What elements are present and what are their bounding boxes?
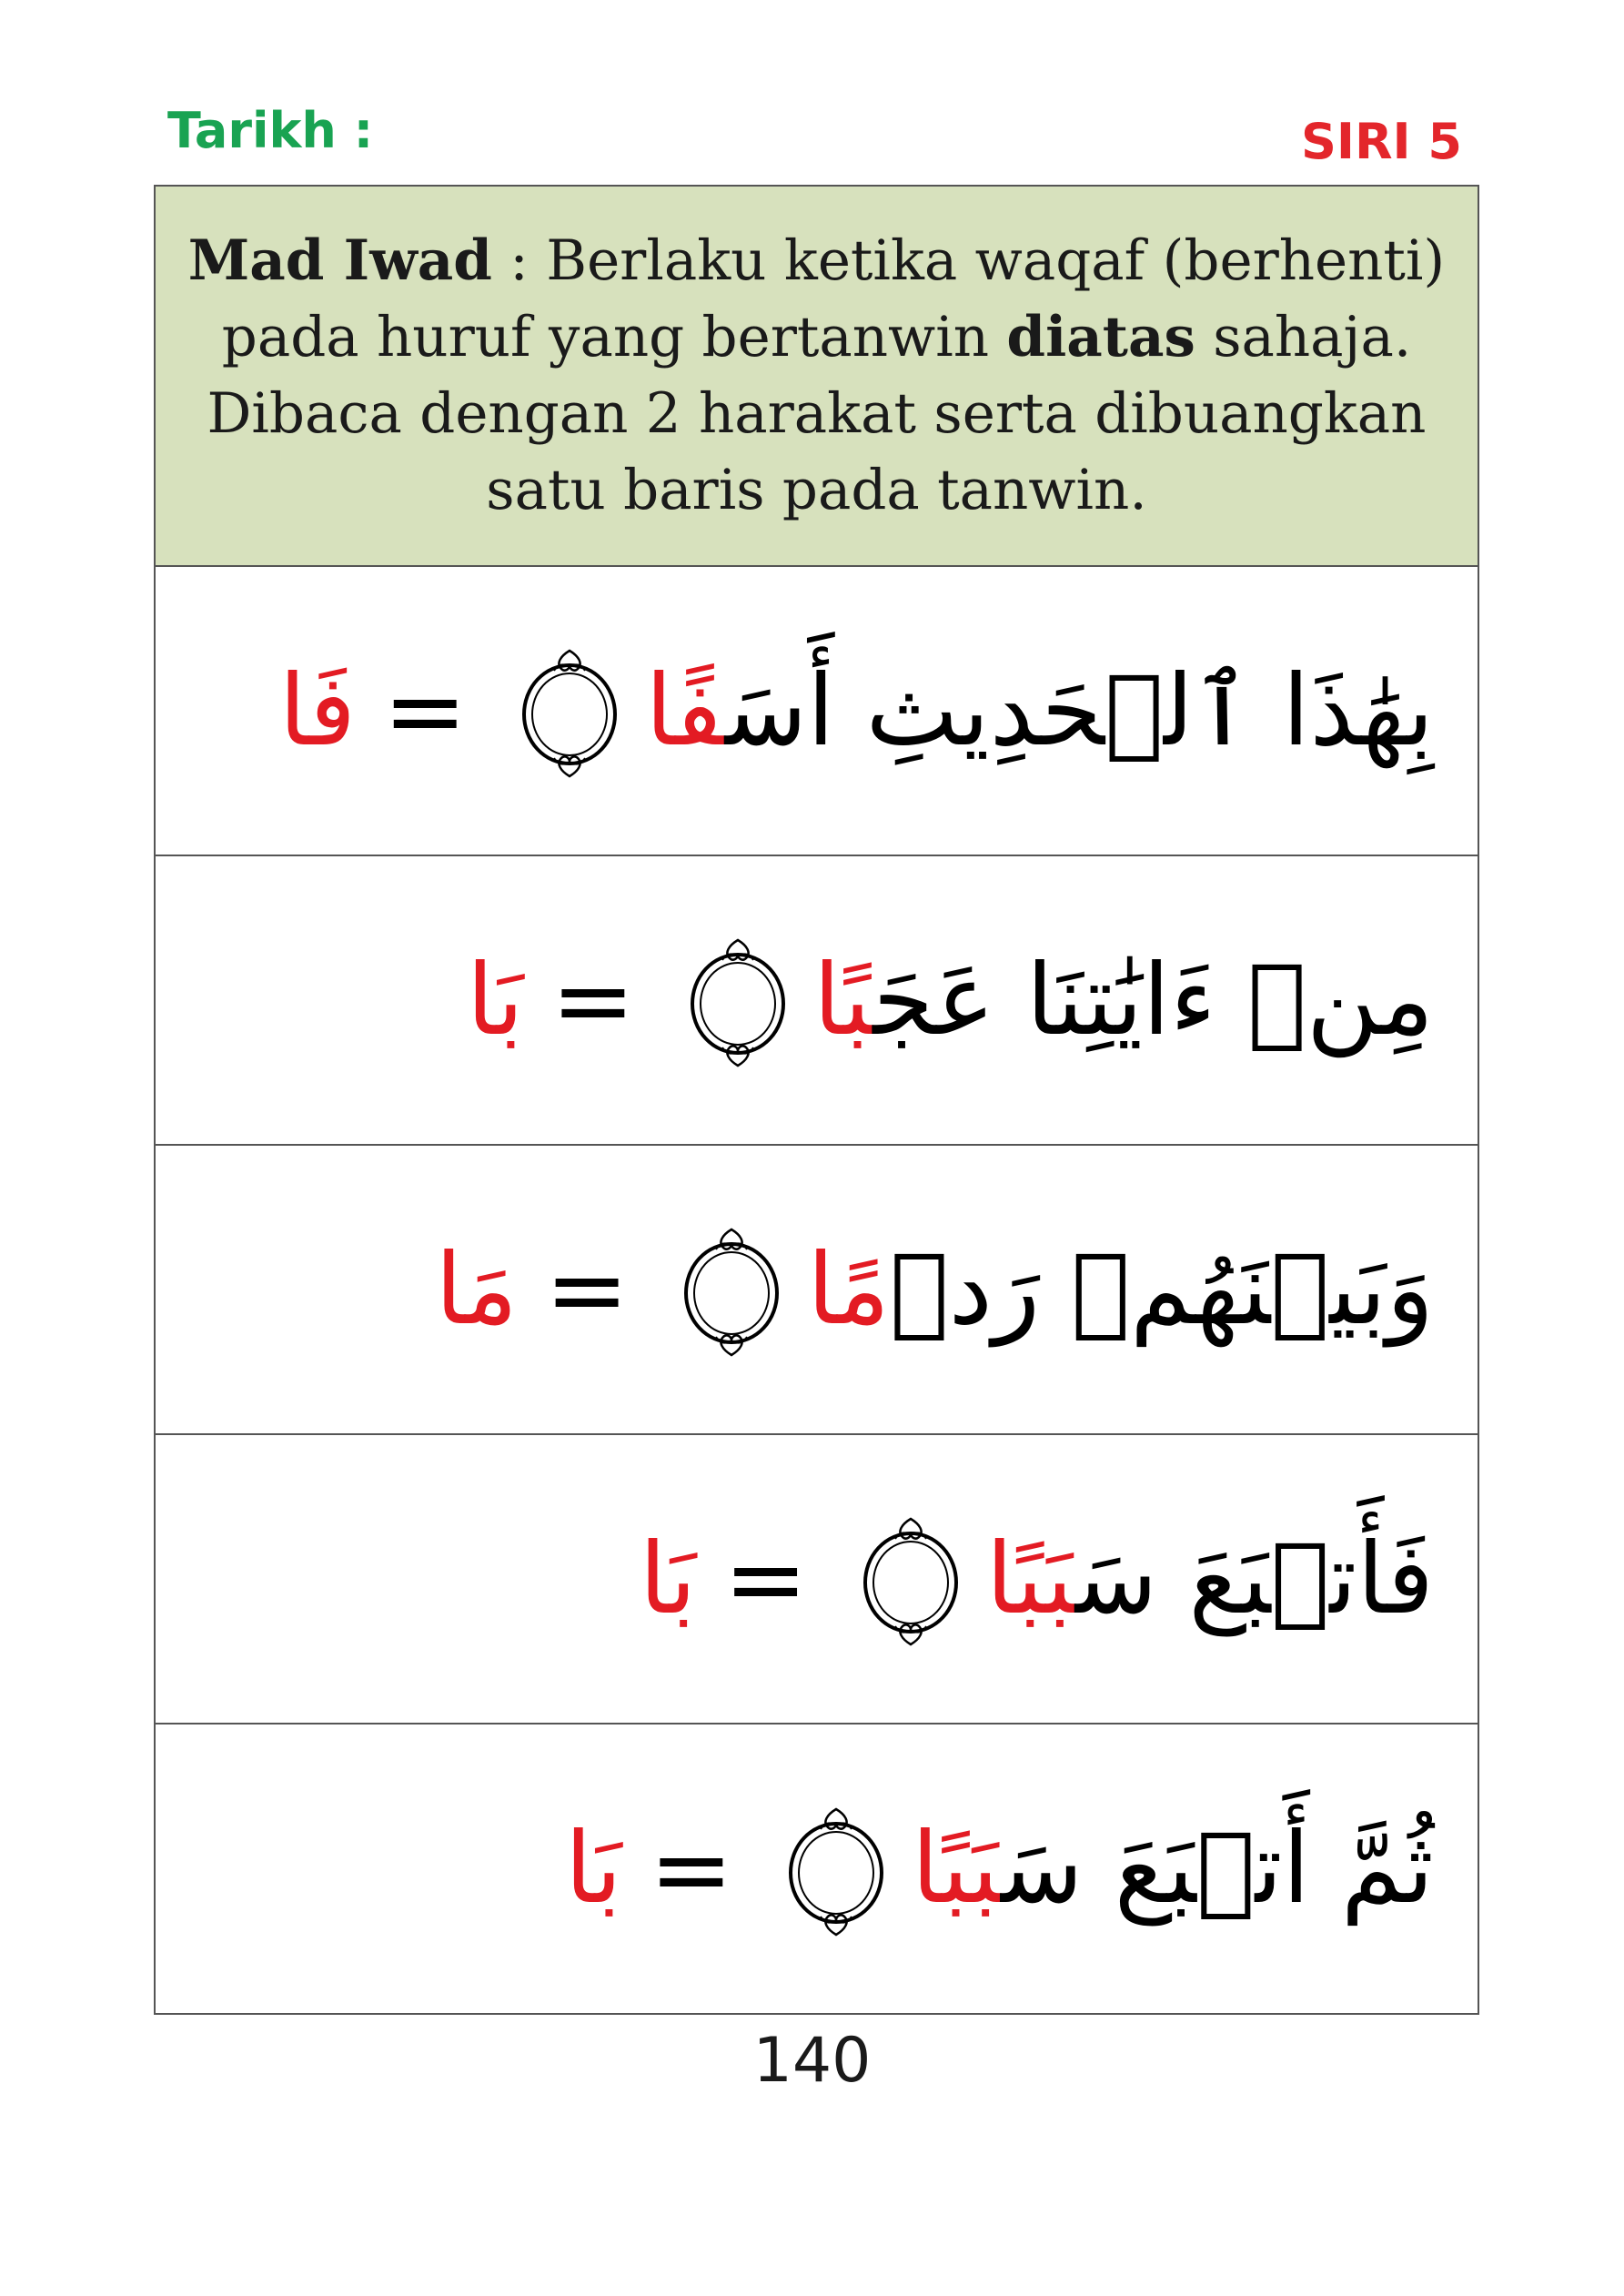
example-word [645,654,1434,768]
equals-sign: = [545,1231,630,1348]
page-number: 140 [752,2025,872,2097]
ayah-end-ornament-icon [519,643,620,778]
example-word-prefix: بِهَٰذَا ٱلۡحَدِيثِ أَسَ [724,653,1434,768]
series-label: SIRI 5 [1300,113,1462,170]
example-word-highlight: فًا [645,653,725,768]
rule-text-part-2: sahaja. Dibaca dengan 2 harakat serta dibuangkan satu baris pada tanwin. [207,305,1427,522]
example-word-highlight: بَبًا [911,1812,1001,1926]
example-word [813,944,1434,1057]
example-word-prefix: مِنۡ ءَايَٰتِنَا عَجَ [873,943,1434,1057]
rule-explanation-box [156,187,1478,567]
rule-term: Mad Iwad [187,228,492,293]
rule-explanation-text [177,223,1456,529]
rule-text-part-1: : Berlaku ketika waqaf (berhenti) pada huruf yang bertanwin [221,228,1446,369]
example-word-prefix: ثُمَّ أَتۡبَعَ سَ [1000,1812,1434,1926]
example-row [156,856,1478,1146]
answer-reading: بَا [564,1812,622,1926]
equals-sign: = [550,942,635,1058]
rule-emphasis: diatas [1006,305,1195,369]
example-word [986,1522,1434,1636]
answer-reading: مَا [435,1232,518,1347]
ayah-end-ornament-icon [786,1802,886,1937]
example-word-highlight: بَبًا [985,1522,1075,1636]
example-row [156,1435,1478,1725]
example-row [156,567,1478,856]
date-label: Tarikh : [167,102,374,159]
answer-reading: بَا [639,1522,697,1636]
answer-reading: فَا [278,653,357,768]
example-word-prefix: فَأَتۡبَعَ سَ [1074,1522,1434,1636]
example-word [807,1233,1434,1347]
ayah-end-ornament-icon [681,1222,782,1357]
equals-sign: = [649,1810,733,1927]
example-word-prefix: وَبَيۡنَهُمۡ رَدۡ [889,1232,1434,1347]
ayah-end-ornament-icon [861,1512,961,1646]
equals-sign: = [383,652,468,769]
example-word [912,1812,1434,1926]
answer-reading: بَا [466,943,524,1057]
example-row [156,1725,1478,2013]
example-word-highlight: مًا [807,1232,890,1347]
example-row [156,1146,1478,1435]
ayah-end-ornament-icon [688,933,788,1067]
equals-sign: = [723,1521,808,1637]
example-word-highlight: بًا [812,943,873,1057]
lesson-table [154,185,1479,2015]
